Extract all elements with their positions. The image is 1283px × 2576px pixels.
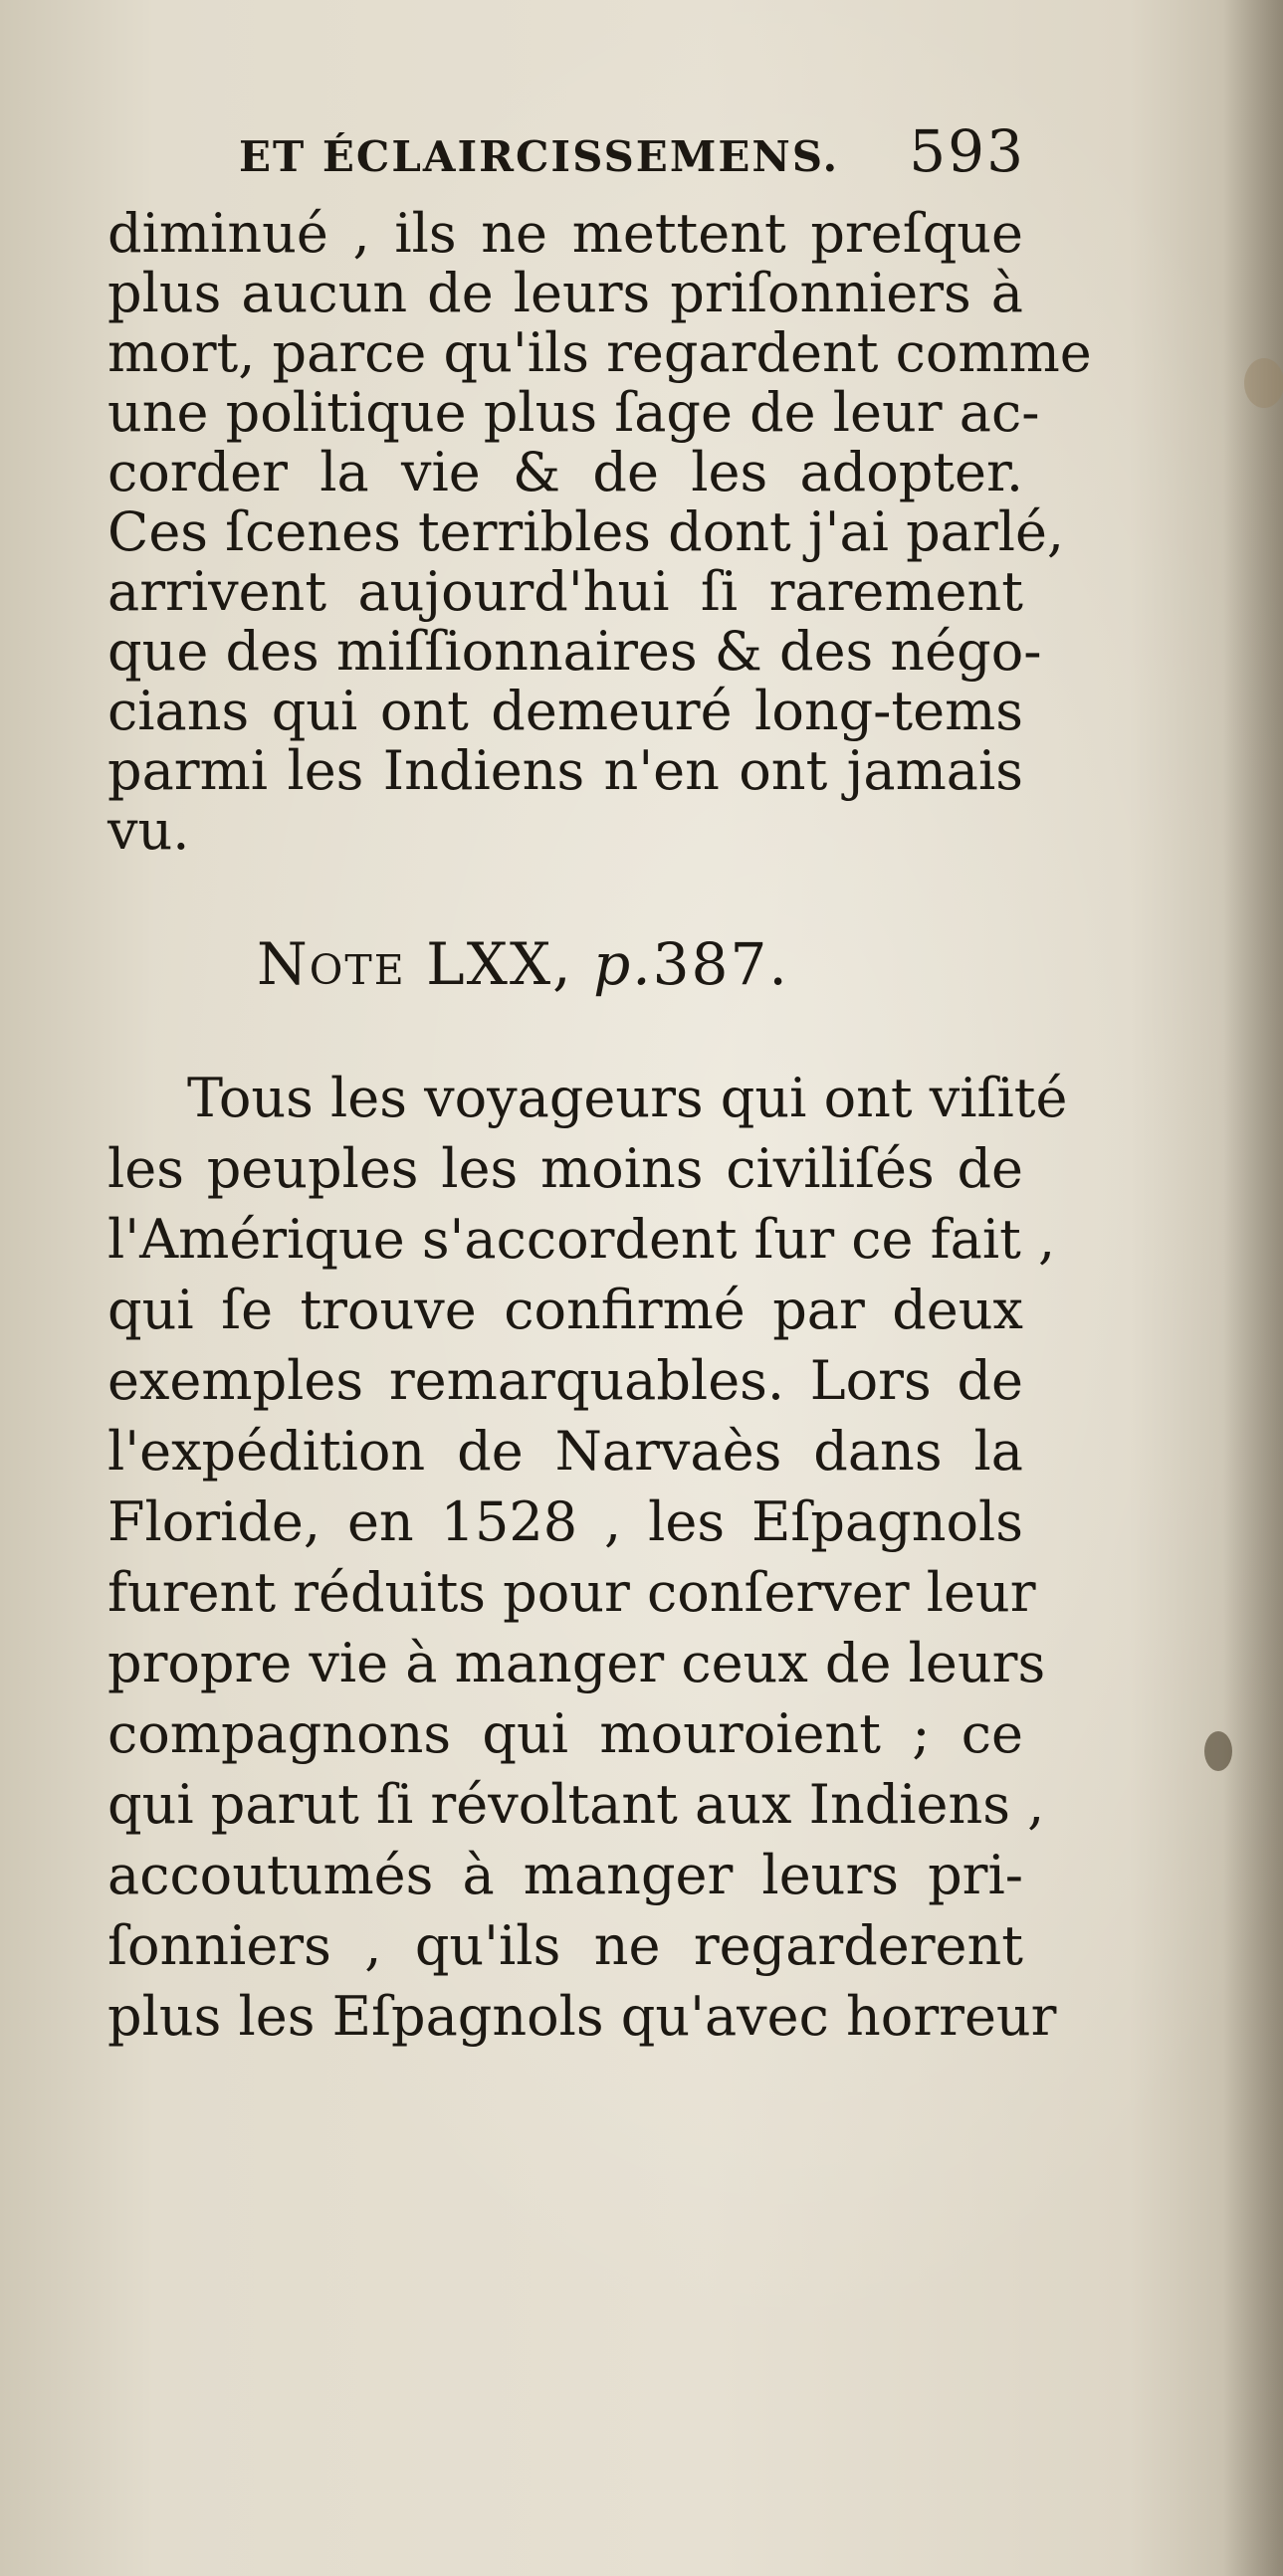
note-number: LXX, xyxy=(426,930,573,998)
text-line: diminué , ils ne mettent preſque xyxy=(107,202,1023,265)
text-line: corder la vie & de les adopter. xyxy=(107,441,1023,503)
running-header xyxy=(239,117,1025,185)
text-line: l'expédition de Narvaès dans la xyxy=(107,1420,1023,1483)
text-line: Tous les voyageurs qui ont viſité xyxy=(187,1067,1068,1129)
text-line: compagnons qui mouroient ; ce xyxy=(107,1702,1023,1765)
text-line: Floride, en 1528 , les Eſpagnols xyxy=(107,1490,1023,1553)
text-line: exemples remarquables. Lors de xyxy=(107,1349,1023,1412)
text-line: ſonniers , qu'ils ne regarderent xyxy=(107,1914,1023,1977)
text-line: qui ſe trouve confirmé par deux xyxy=(107,1279,1023,1341)
note-paragraph xyxy=(107,1063,1068,2052)
stain-mark xyxy=(1204,1731,1232,1771)
running-title: ET ÉCLAIRCISSEMENS. xyxy=(239,132,840,181)
text-line: arrivent aujourd'hui ſi rarement xyxy=(107,560,1023,623)
text-line: accoutumés à manger leurs pri- xyxy=(107,1844,1023,1906)
text-line: plus les Eſpagnols qu'avec horreur xyxy=(107,1985,1057,2048)
paragraph-continued xyxy=(107,202,1092,862)
page-number: 593 xyxy=(909,117,1025,185)
text-line: propre vie à manger ceux de leurs xyxy=(107,1632,1046,1694)
text-line: parmi les Indiens n'en ont jamais xyxy=(107,739,1023,802)
page-ref-prefix: p. xyxy=(593,930,653,998)
text-line: les peuples les moins civiliſés de xyxy=(107,1137,1023,1200)
text-line: furent réduits pour conſerver leur xyxy=(107,1561,1036,1624)
text-line: cians qui ont demeuré long-tems xyxy=(107,680,1023,742)
text-line: l'Amérique s'accordent ſur ce fait , xyxy=(107,1208,1056,1271)
text-line: plus aucun de leurs priſonniers à xyxy=(107,262,1023,324)
stain-mark xyxy=(1244,358,1283,408)
text-line: que des miſſionnaires & des négo- xyxy=(107,620,1042,683)
text-line: mort, parce qu'ils regardent comme xyxy=(107,321,1092,384)
text-line: une politique plus ſage de leur ac- xyxy=(107,381,1040,444)
page-ref: 387. xyxy=(652,930,789,998)
text-line: Ces ſcenes terribles dont j'ai parlé, xyxy=(107,500,1065,563)
text-line: qui parut ſi révoltant aux Indiens , xyxy=(107,1773,1045,1836)
note-label: Note xyxy=(257,930,406,998)
text-line: vu. xyxy=(107,799,190,862)
note-heading xyxy=(257,930,789,998)
